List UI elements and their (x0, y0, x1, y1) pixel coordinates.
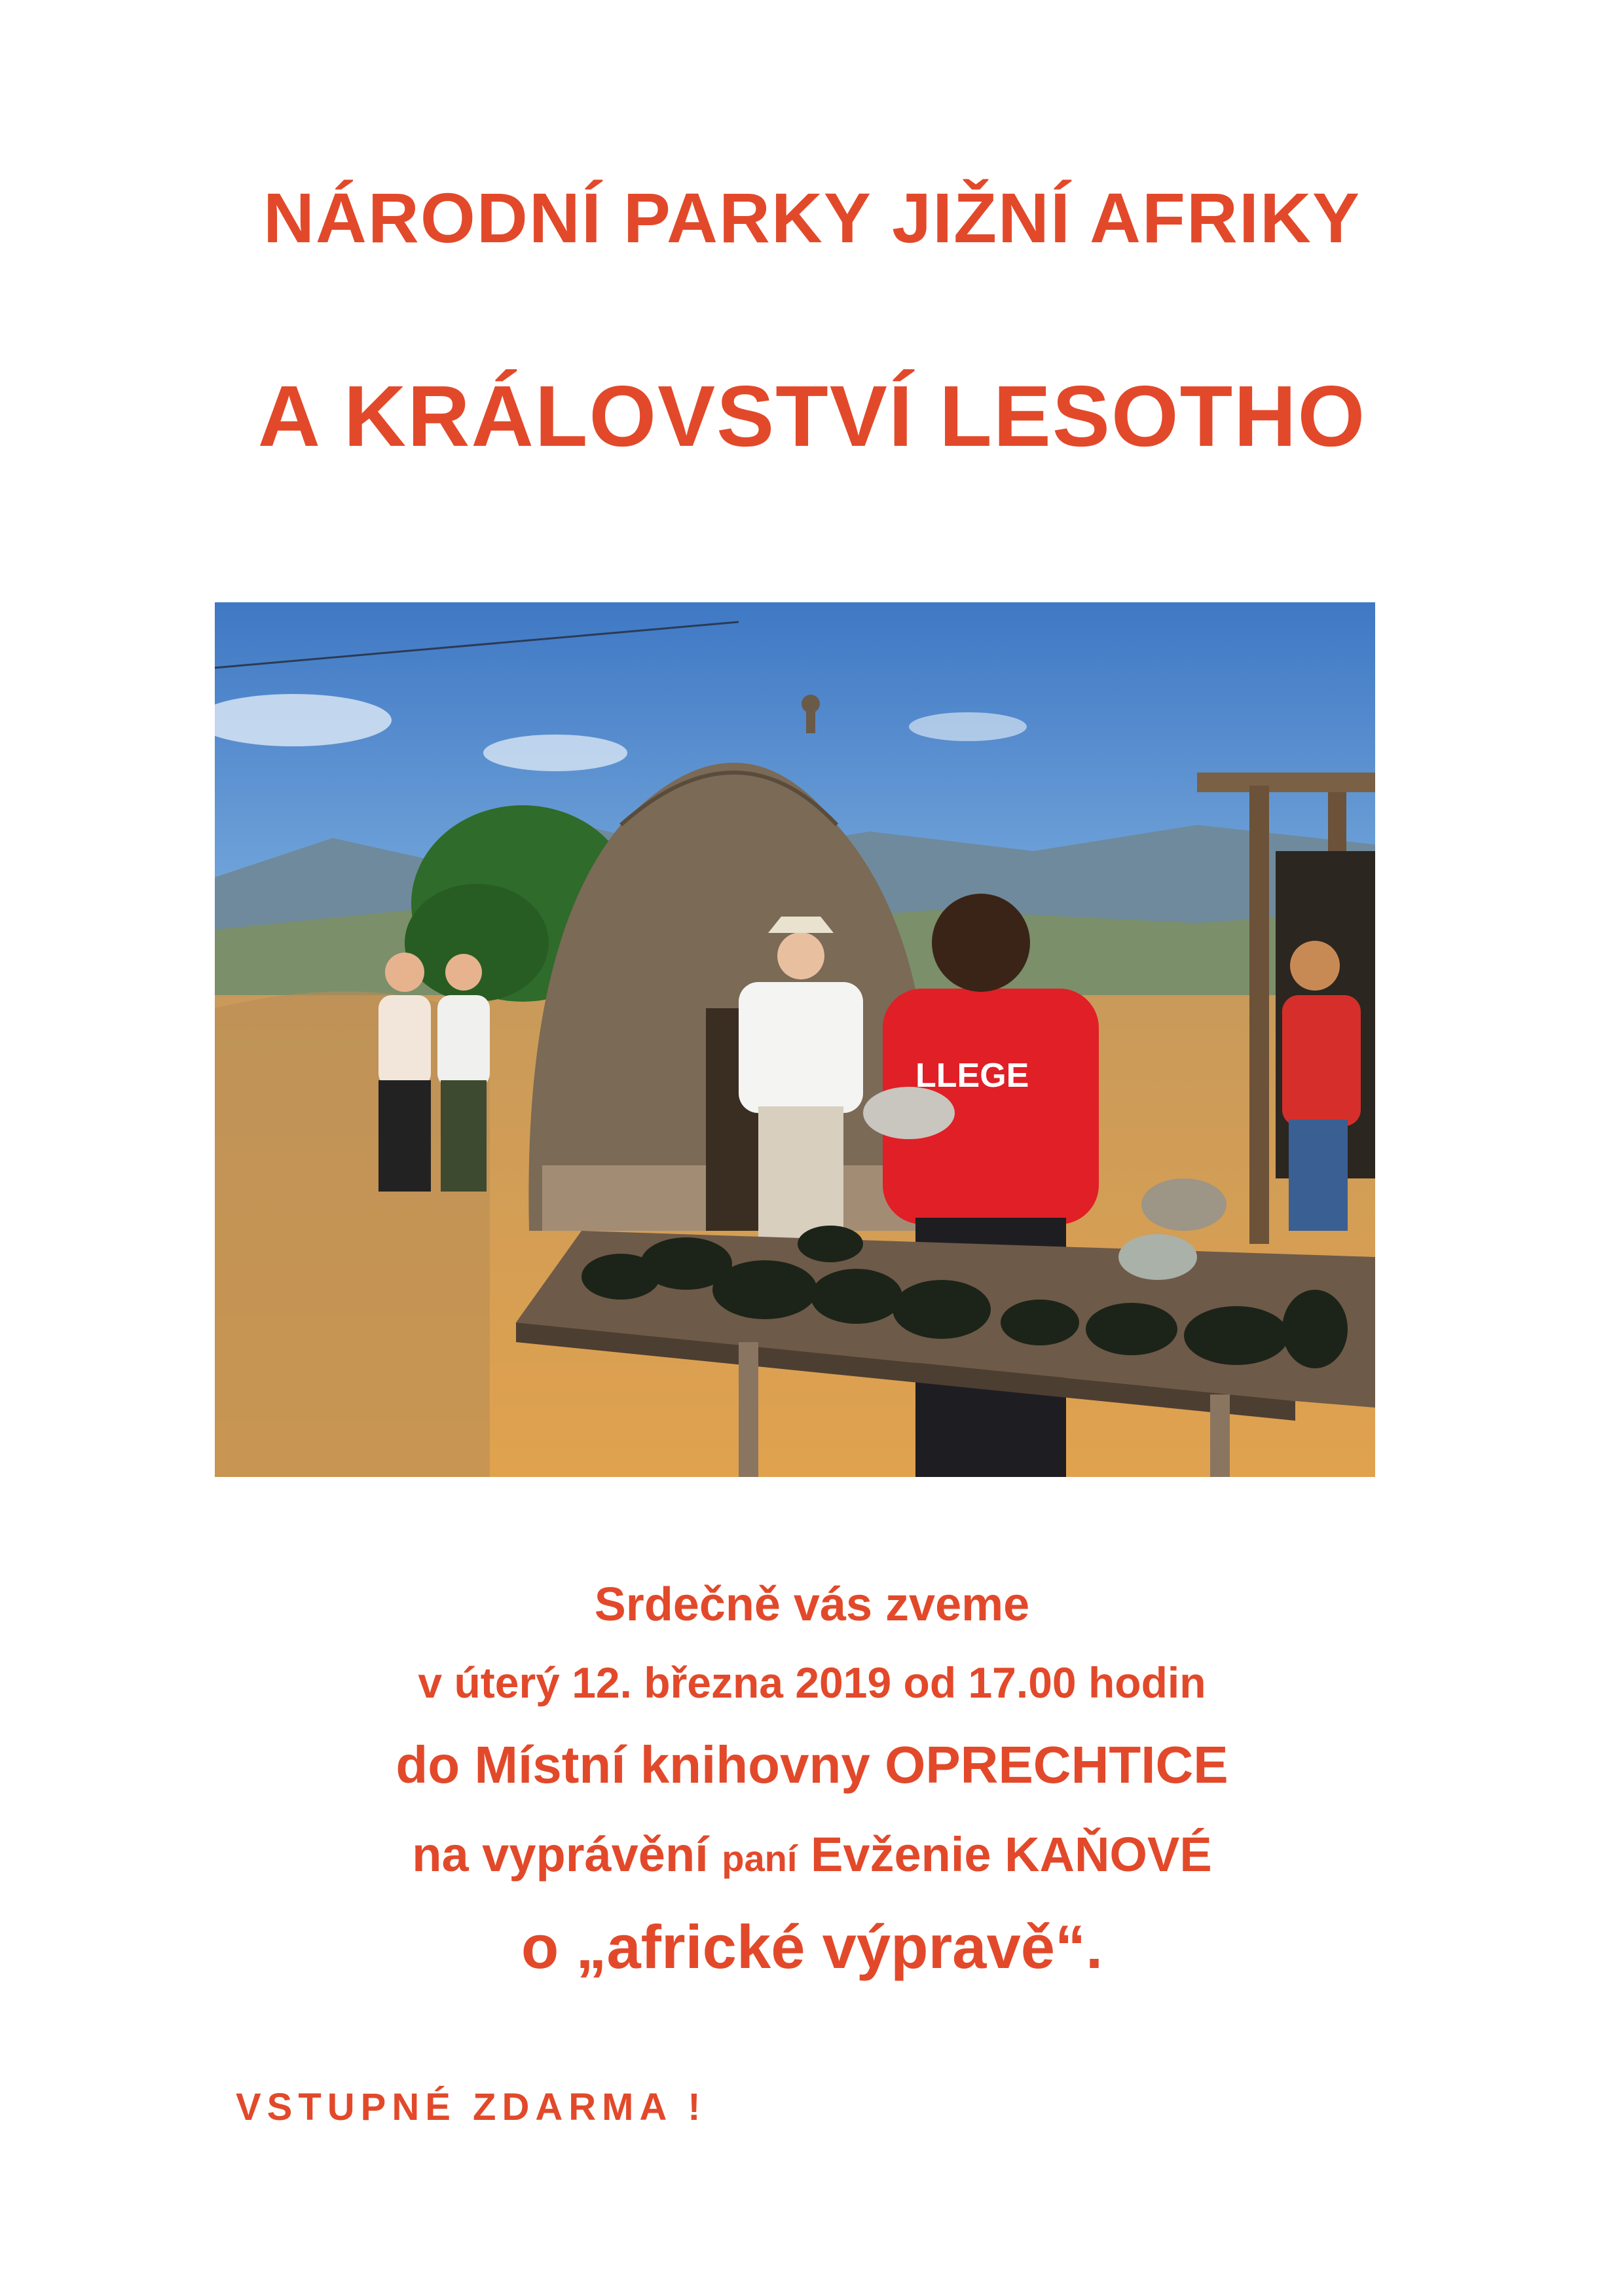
shirt-print: LLEGE (915, 1057, 1029, 1095)
invitation-speaker (0, 1827, 1624, 1882)
poster-title-line2: A KRÁLOVSTVÍ LESOTHO (257, 368, 1367, 464)
speaker-name: Evženie KAŇOVÉ (797, 1827, 1212, 1882)
free-entry-note: VSTUPNÉ ZDARMA ! (236, 2086, 707, 2128)
travel-photo (215, 602, 1375, 1477)
poster-title-line1: NÁRODNÍ PARKY JIŽNÍ AFRIKY (263, 178, 1361, 257)
invitation-date: v úterý 12. března 2019 od 17.00 hodin (418, 1658, 1206, 1707)
invitation-line1: Srdečně vás zveme (594, 1578, 1030, 1631)
invitation-venue: do Místní knihovny OPRECHTICE (396, 1736, 1228, 1794)
speaker-title: paní (722, 1838, 798, 1879)
speaker-intro: na vyprávění (412, 1827, 722, 1882)
invitation-topic: o „africké výpravě“. (521, 1912, 1103, 1981)
